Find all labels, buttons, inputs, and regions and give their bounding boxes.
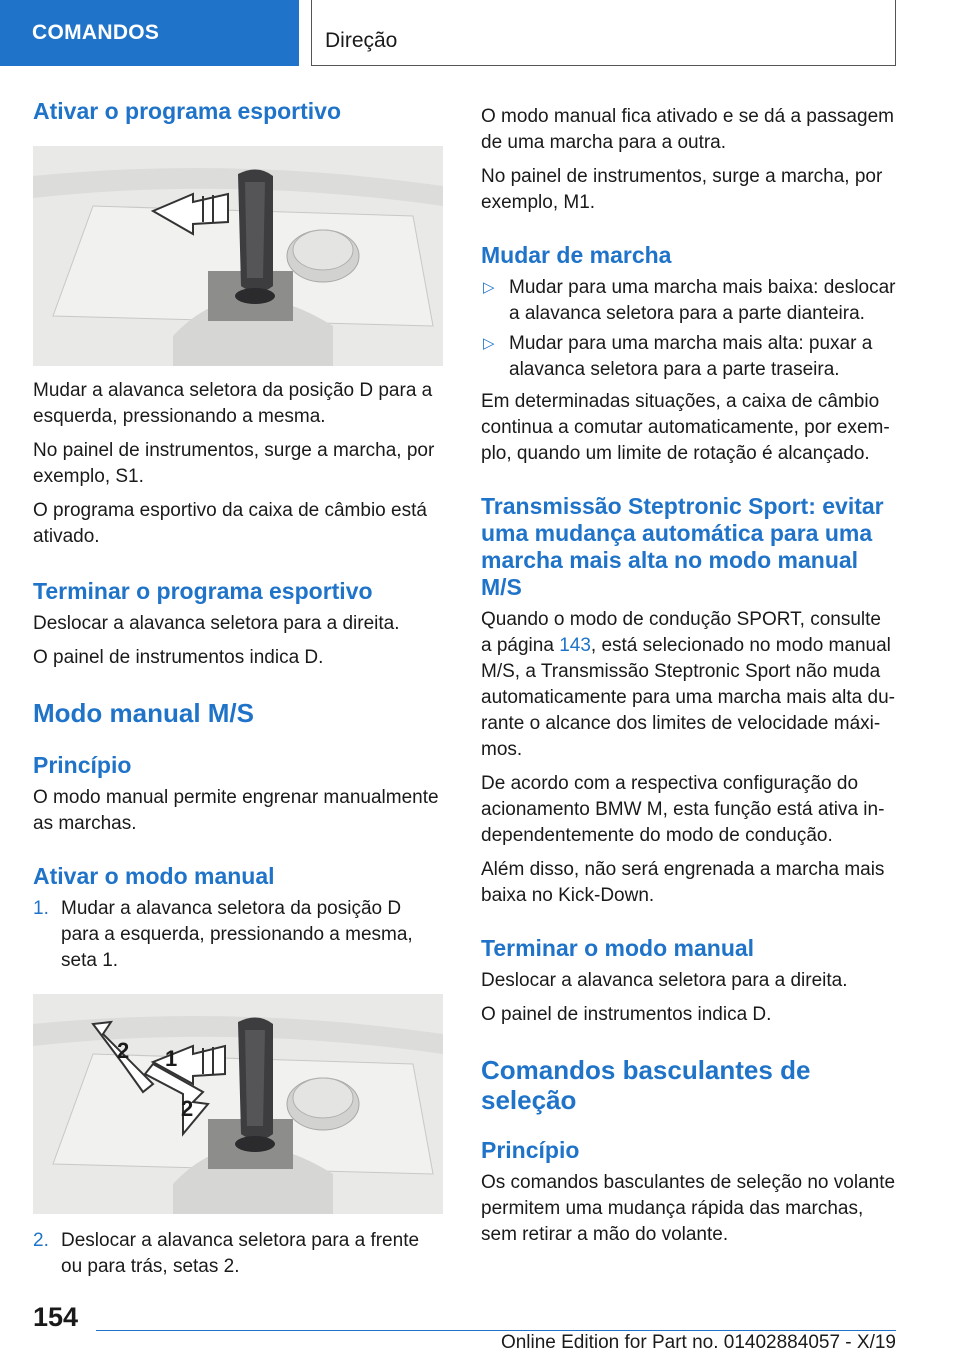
step-text: Deslocar a alavanca seletora para a frente ou para trás, setas 2. — [61, 1230, 420, 1277]
paragraph: De acordo com a respectiva configuração do acionamento BMW M, esta função está ativa independentemente do modo de condução. — [481, 773, 885, 846]
heading-end-sport: Terminar o programa esportivo — [33, 578, 373, 604]
figure-gear-selector-manual — [33, 994, 443, 1214]
list-item — [33, 896, 443, 974]
section-tab[interactable]: COMANDOS — [0, 0, 299, 66]
step-text: Mudar a alavanca seletora da posição D para a esquerda, pressionando a mesma, seta 1. — [61, 898, 413, 971]
heading-activate-sport: Ativar o programa esportivo — [33, 98, 342, 124]
paragraph: O modo manual fica ativado e se dá a passagem de uma marcha para a outra. — [481, 106, 894, 153]
heading-principle: Princípio — [33, 752, 132, 778]
triangle-bullet-icon: ▷ — [483, 279, 495, 296]
paragraph: Em determinadas situações, a caixa de câmbio continua a comutar automaticamente, por exemplo, quando um limite de rotação é alcançado. — [481, 391, 890, 464]
bullet-text: Mudar para uma marcha mais baixa: deslocar a alavanca seletora para a parte dianteira. — [509, 277, 896, 324]
paragraph: No painel de instrumentos, surge a marcha, por exemplo, M1. — [481, 166, 883, 213]
paragraph: Além disso, não será engrenada a marcha mais baixa no Kick-Down. — [481, 859, 885, 906]
right-column — [481, 104, 896, 1248]
page-number: 154 — [33, 1302, 79, 1332]
triangle-bullet-icon: ▷ — [483, 335, 495, 352]
paragraph: Os comandos basculantes de seleção no volante permitem uma mudança rápida das marchas, sem retirar a mão do volante. — [481, 1172, 896, 1245]
heading-steptronic-sport: Transmissão Steptronic Sport: evitar uma mudança automática para uma marcha mais alta no modo manual M/S — [481, 493, 884, 600]
gear-selector-arrows-illustration — [33, 994, 443, 1214]
list-item — [481, 275, 896, 327]
paragraph-text: Quando o modo de condução SPORT, consulte a página — [481, 609, 881, 656]
list-item — [481, 331, 896, 383]
footer-divider — [96, 1330, 896, 1331]
step-number: 2. — [33, 1230, 49, 1251]
heading-shift-gear: Mudar de marcha — [481, 242, 672, 268]
bullet-text: Mudar para uma marcha mais alta: puxar a alavanca seletora para a parte traseira. — [509, 333, 873, 380]
page-footer — [0, 1296, 960, 1362]
paragraph: Mudar a alavanca seletora da posição D para a esquerda, pressionando a mesma. — [33, 380, 433, 427]
paragraph: O programa esportivo da caixa de câmbio está ativado. — [33, 500, 427, 547]
paragraph: O painel de instrumentos indica D. — [33, 647, 324, 668]
page-reference-link[interactable]: 143 — [559, 635, 591, 656]
paragraph — [481, 607, 896, 763]
arrow-label-2-top: 2 — [117, 1038, 130, 1063]
paragraph: Deslocar a alavanca seletora para a direita. — [481, 970, 848, 991]
left-column — [33, 98, 443, 1280]
gear-selector-illustration — [33, 146, 443, 366]
heading-activate-manual: Ativar o modo manual — [33, 863, 275, 889]
figure-gear-selector-sport — [33, 146, 443, 366]
paragraph-text: , está selecionado no modo manual M/S, a Transmissão Steptronic Sport não muda automaticamente para uma marcha mais alta durante o alcance dos limites de velocidade máximos. — [481, 635, 895, 760]
page-header — [0, 0, 960, 66]
paragraph: O modo manual permite engrenar manualmente as marchas. — [33, 787, 439, 834]
step-number: 1. — [33, 898, 49, 919]
arrow-label-2-bottom: 2 — [181, 1096, 194, 1121]
heading-paddle-shifters: Comandos basculantes de seleção — [481, 1055, 811, 1115]
edition-note: Online Edition for Part no. 01402884057 - X/19 — [500, 1332, 896, 1353]
heading-principle: Princípio — [481, 1137, 580, 1163]
heading-end-manual: Terminar o modo manual — [481, 935, 755, 961]
paragraph: No painel de instrumentos, surge a marcha, por exemplo, S1. — [33, 440, 435, 487]
paragraph: O painel de instrumentos indica D. — [481, 1004, 772, 1025]
paragraph: Deslocar a alavanca seletora para a direita. — [33, 613, 400, 634]
list-item — [33, 1228, 443, 1280]
arrow-label-1: 1 — [165, 1046, 178, 1071]
chapter-tab[interactable]: Direção — [311, 0, 896, 66]
heading-manual-mode: Modo manual M/S — [33, 698, 254, 728]
